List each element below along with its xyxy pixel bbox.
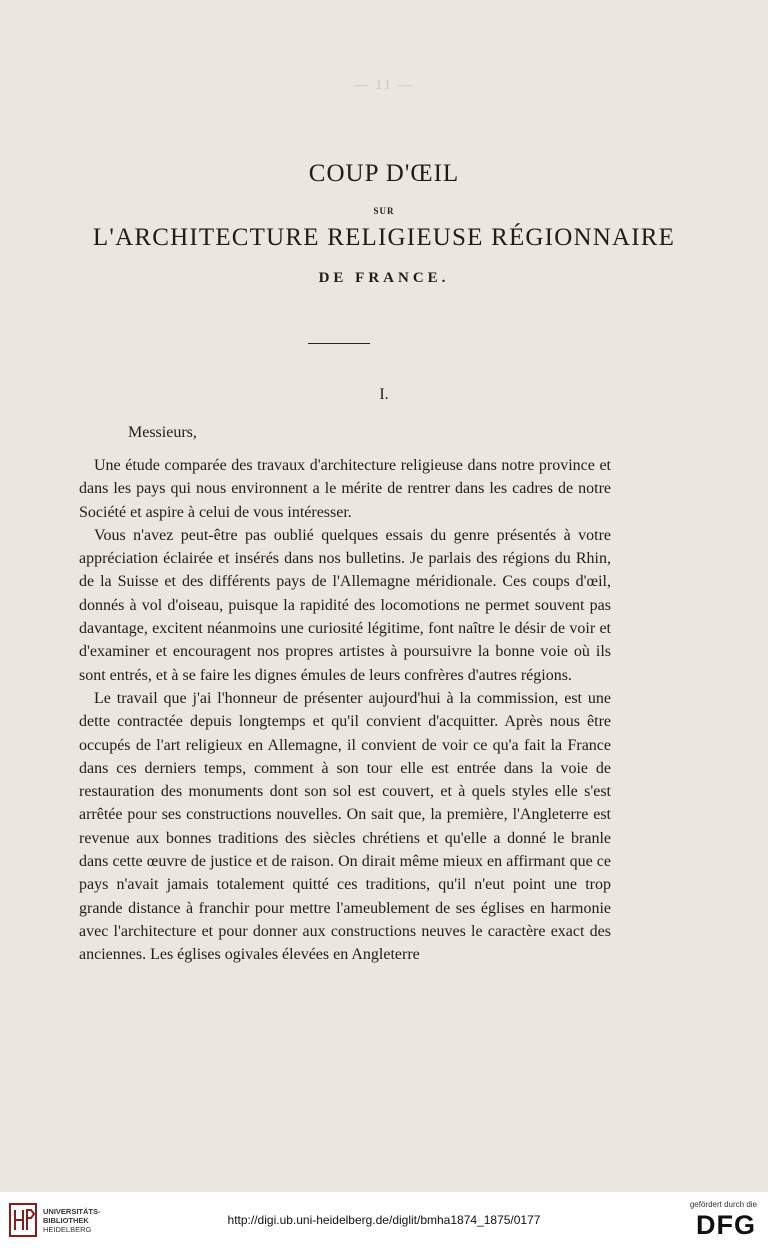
title-subtitle: L'ARCHITECTURE RELIGIEUSE RÉGIONNAIRE	[92, 224, 676, 251]
library-name-line2: BIBLIOTHEK	[43, 1216, 89, 1225]
library-name-line1: UNIVERSITÄTS-	[43, 1207, 101, 1216]
funding-caption: gefördert durch die	[689, 1200, 757, 1209]
paragraph-3: Le travail que j'ai l'honneur de présenter aujourd'hui à la commission, est une dette contractée depuis longtemps et qu'il convient d'acquitter. Après nous être occupés de l'art religieux en Allemagne, il convient de voir ce qu'a fait la France dans ces derniers temps, comment à son tour elle est entrée dans la voie de restauration des monuments dont son sol est couvert, et à quels styles elle s'est arrêtée pour ses constructions nouvelles. On sait que, la première, l'Angleterre est revenue aux bonnes traditions des siècles chrétiens et qu'elle a donné le branle dans cette œuvre de justice et de raison. On dirait même mieux en affirmant que ce pays n'avait jamais totalement quitté ces traditions, qu'il n'eut point une trop grande distance à franchir pour mettre l'ameublement de ses églises en harmonie avec l'architecture et pour donner aux constructions neuves le caractère exact des anciennes. Les églises ogivales élevées en Angleterre	[79, 689, 611, 964]
page-number: — 11 —	[353, 78, 415, 93]
permalink-url[interactable]: http://digi.ub.uni-heidelberg.de/diglit/bmha1874_1875/0177	[227, 1213, 541, 1227]
title-block	[0, 160, 768, 287]
library-name-line3: HEIDELBERG	[43, 1225, 92, 1234]
paragraph-1: Une étude comparée des travaux d'architecture religieuse dans notre province et dans les pays qui nous environnent a le mérite de rentrer dans les cadres de notre Société et aspire à celui de vous intéresser.	[79, 457, 611, 521]
title-country: DE FRANCE.	[318, 270, 450, 286]
title-rule	[308, 343, 370, 344]
salutation: Messieurs,	[128, 424, 197, 441]
section-number: I.	[379, 386, 389, 403]
dfg-logo: DFG	[696, 1210, 756, 1240]
body-text	[79, 454, 611, 967]
title-main: COUP D'ŒIL	[308, 160, 460, 187]
title-sur: SUR	[373, 206, 395, 216]
paragraph-2: Vous n'avez peut-être pas oublié quelques essais du genre présentés à votre appréciation éclairée et insérés dans nos bulletins. Je parlais des régions du Rhin, de la Suisse et des différents pays de l'Allemagne méridionale. Ces coups d'œil, donnés à vol d'oiseau, puisque la rapidité des locomotions ne permet souvent pas davantage, excitent néanmoins une curiosité légitime, font naître le désir de voir et d'examiner et encouragent nos propres artistes à poursuivre la bonne voie où ils sont entrés, et à se faire les dignes émules de leurs confrères d'autres régions.	[79, 526, 611, 684]
